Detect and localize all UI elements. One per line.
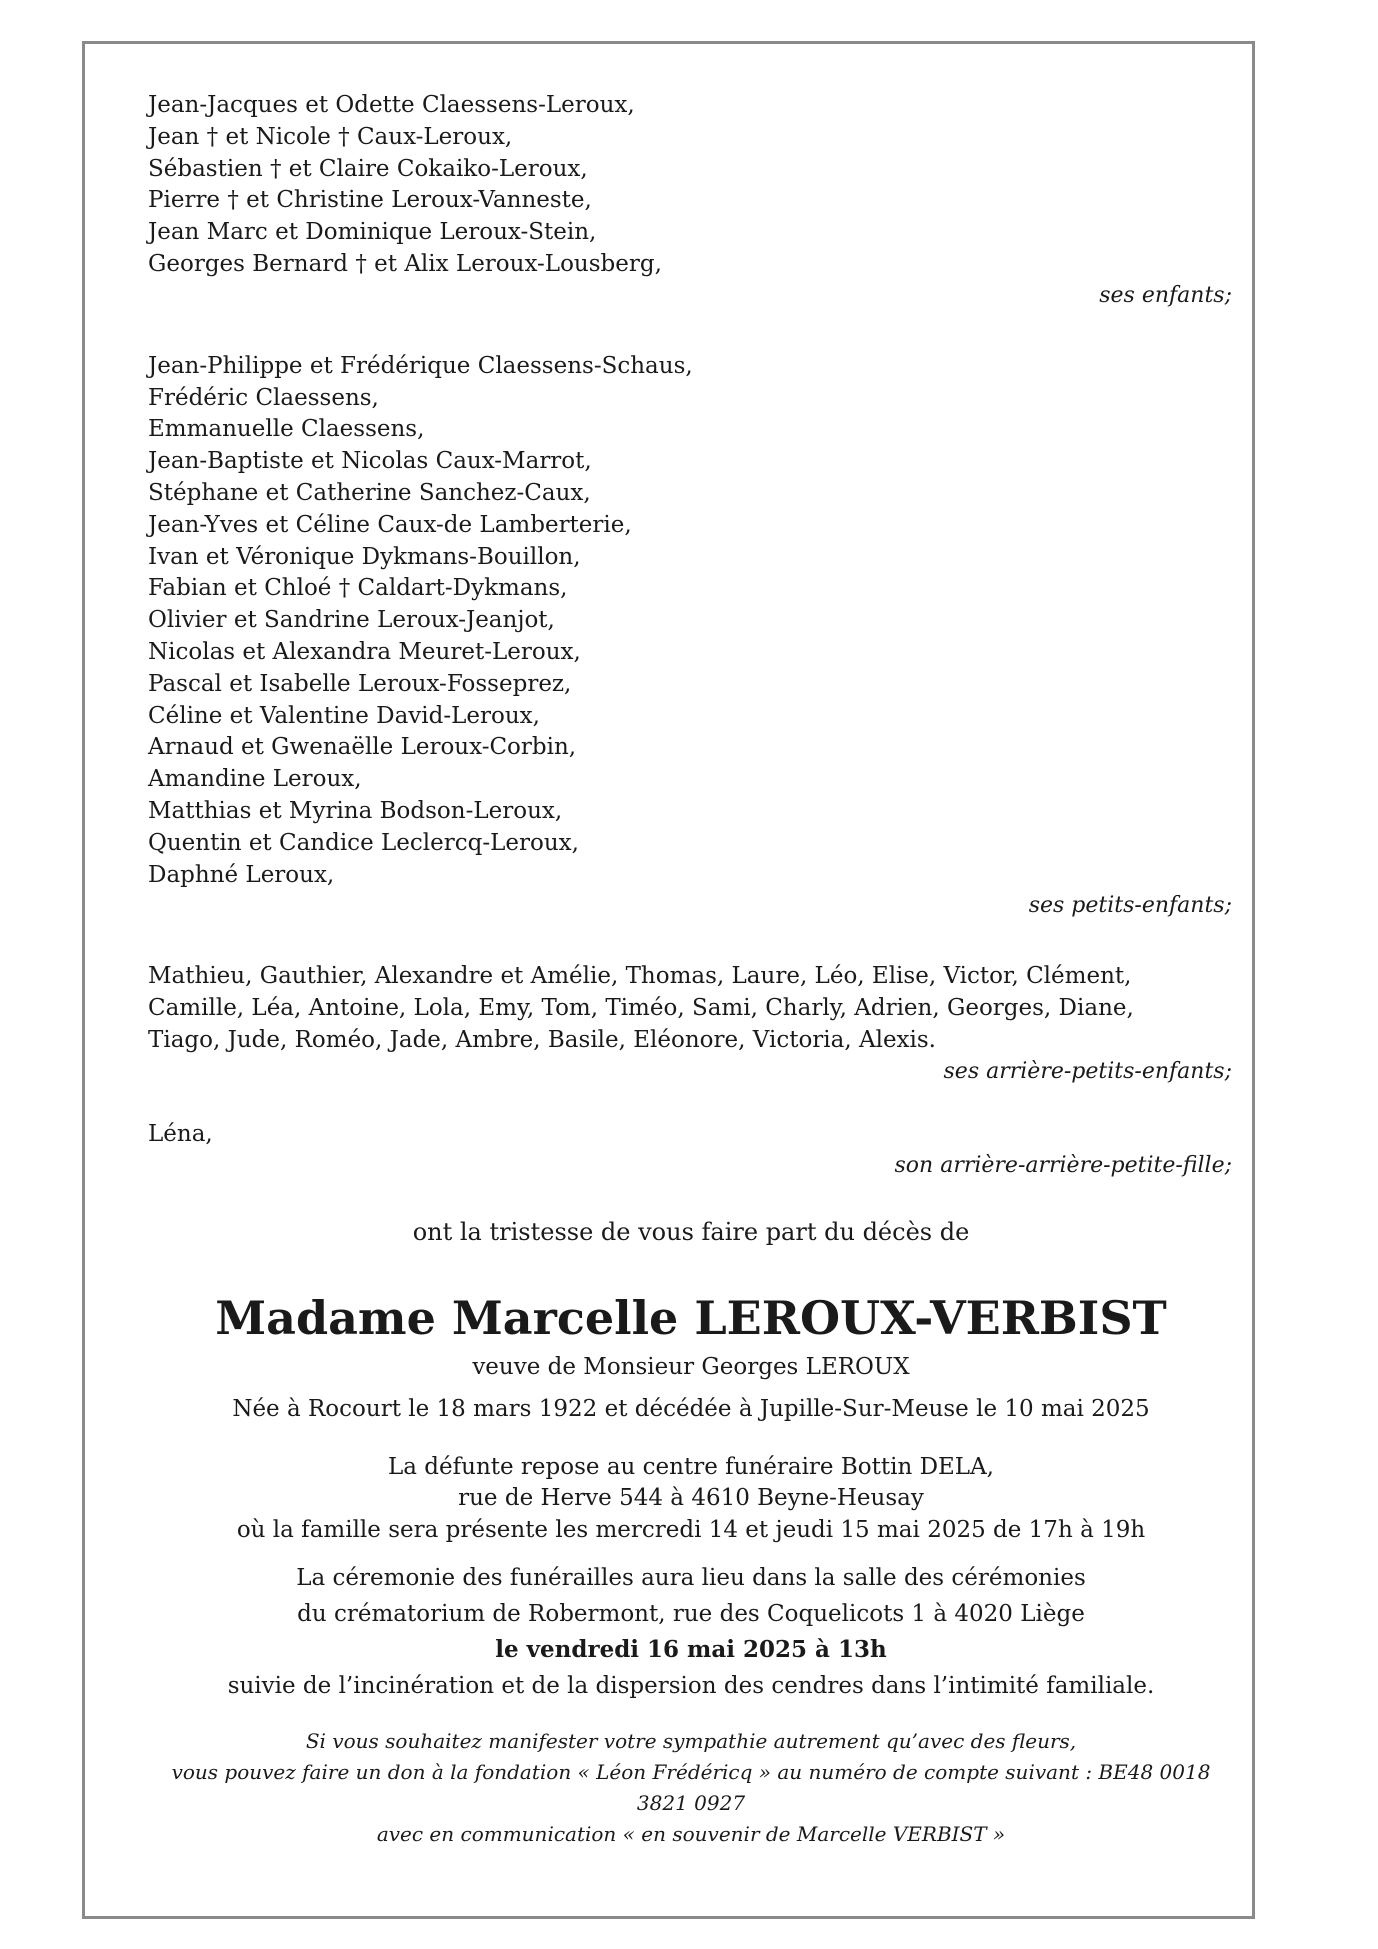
visitation-line: La défunte repose au centre funéraire Bottin DELA, <box>387 1453 994 1480</box>
grandchildren-list <box>148 351 1234 892</box>
donation-note <box>148 1726 1234 1850</box>
ceremony-line: suivie de l’incinération et de la dispersion des cendres dans l’intimité familiale. <box>227 1673 1155 1700</box>
list-item: Jean-Baptiste et Nicolas Caux-Marrot, <box>148 448 592 475</box>
visitation-line: rue de Herve 544 à 4610 Beyne-Heusay <box>458 1485 924 1512</box>
list-item: Mathieu, Gauthier, Alexandre et Amélie, Thomas, Laure, Léo, Elise, Victor, Clément, <box>148 963 1132 990</box>
donation-line: vous pouvez faire un don à la fondation « Léon Frédéricq » au numéro de compte suivant : BE48 0018 3821 0927 <box>171 1760 1211 1816</box>
donation-line: Si vous souhaitez manifester votre sympathie autrement qu’avec des fleurs, <box>305 1729 1077 1754</box>
great-great-grandchild <box>148 1119 1234 1151</box>
list-item: Céline et Valentine David-Leroux, <box>148 702 540 729</box>
birth-death-dates: Née à Rocourt le 18 mars 1922 et décédée à Jupille-Sur-Meuse le 10 mai 2025 <box>232 1396 1150 1423</box>
grandchildren-relation: ses petits-enfants; <box>1028 893 1232 919</box>
children-list <box>148 90 1234 281</box>
great-grandchildren-relation: ses arrière-petits-enfants; <box>943 1058 1232 1084</box>
list-item: Amandine Leroux, <box>148 766 362 793</box>
list-item: Camille, Léa, Antoine, Lola, Emy, Tom, Timéo, Sami, Charly, Adrien, Georges, Diane, <box>148 995 1134 1022</box>
ceremony-line: La céremonie des funérailles aura lieu dans la salle des cérémonies <box>296 1565 1086 1592</box>
visitation-info <box>148 1452 1234 1547</box>
ceremony-line: du crématorium de Robermont, rue des Coquelicots 1 à 4020 Liège <box>297 1601 1085 1628</box>
list-item: Tiago, Jude, Roméo, Jade, Ambre, Basile, Eléonore, Victoria, Alexis. <box>148 1026 936 1053</box>
list-item: Fabian et Chloé † Caldart-Dykmans, <box>148 575 568 602</box>
list-item: Frédéric Claessens, <box>148 384 379 411</box>
list-item: Jean † et Nicole † Caux-Leroux, <box>148 123 513 150</box>
list-item: Georges Bernard † et Alix Leroux-Lousberg, <box>148 250 662 277</box>
list-item: Jean Marc et Dominique Leroux-Stein, <box>148 219 597 246</box>
list-item: Daphné Leroux, <box>148 861 335 888</box>
list-item: Pierre † et Christine Leroux-Vanneste, <box>148 187 592 214</box>
obituary-content <box>148 90 1234 1850</box>
list-item: Emmanuelle Claessens, <box>148 416 425 443</box>
list-item: Quentin et Candice Leclercq-Leroux, <box>148 829 579 856</box>
list-item: Matthias et Myrina Bodson-Leroux, <box>148 797 563 824</box>
widow-of: veuve de Monsieur Georges LEROUX <box>472 1354 910 1381</box>
ceremony-date: le vendredi 16 mai 2025 à 13h <box>495 1636 887 1664</box>
list-item: Nicolas et Alexandra Meuret-Leroux, <box>148 638 581 665</box>
list-item: Arnaud et Gwenaëlle Leroux-Corbin, <box>148 734 577 761</box>
list-item: Stéphane et Catherine Sanchez-Caux, <box>148 479 591 506</box>
visitation-line: où la famille sera présente les mercredi 14 et jeudi 15 mai 2025 de 17h à 19h <box>236 1516 1146 1543</box>
list-item: Pascal et Isabelle Leroux-Fosseprez, <box>148 670 572 697</box>
list-item: Sébastien † et Claire Cokaiko-Leroux, <box>148 155 588 182</box>
great-great-grandchild-relation: son arrière-arrière-petite-fille; <box>894 1152 1232 1178</box>
list-item: Léna, <box>148 1120 213 1147</box>
deceased-name: Madame Marcelle LEROUX-VERBIST <box>215 1291 1167 1346</box>
list-item: Olivier et Sandrine Leroux-Jeanjot, <box>148 607 555 634</box>
ceremony-info <box>148 1560 1234 1704</box>
donation-line: avec en communication « en souvenir de Marcelle VERBIST » <box>376 1822 1006 1847</box>
announcement: ont la tristesse de vous faire part du décès de <box>412 1217 970 1246</box>
list-item: Jean-Jacques et Odette Claessens-Leroux, <box>148 92 635 118</box>
list-item: Jean-Philippe et Frédérique Claessens-Schaus, <box>148 352 693 379</box>
children-relation: ses enfants; <box>1099 282 1232 308</box>
great-grandchildren-list <box>148 961 1234 1056</box>
list-item: Jean-Yves et Céline Caux-de Lamberterie, <box>148 511 632 538</box>
list-item: Ivan et Véronique Dykmans-Bouillon, <box>148 543 581 570</box>
